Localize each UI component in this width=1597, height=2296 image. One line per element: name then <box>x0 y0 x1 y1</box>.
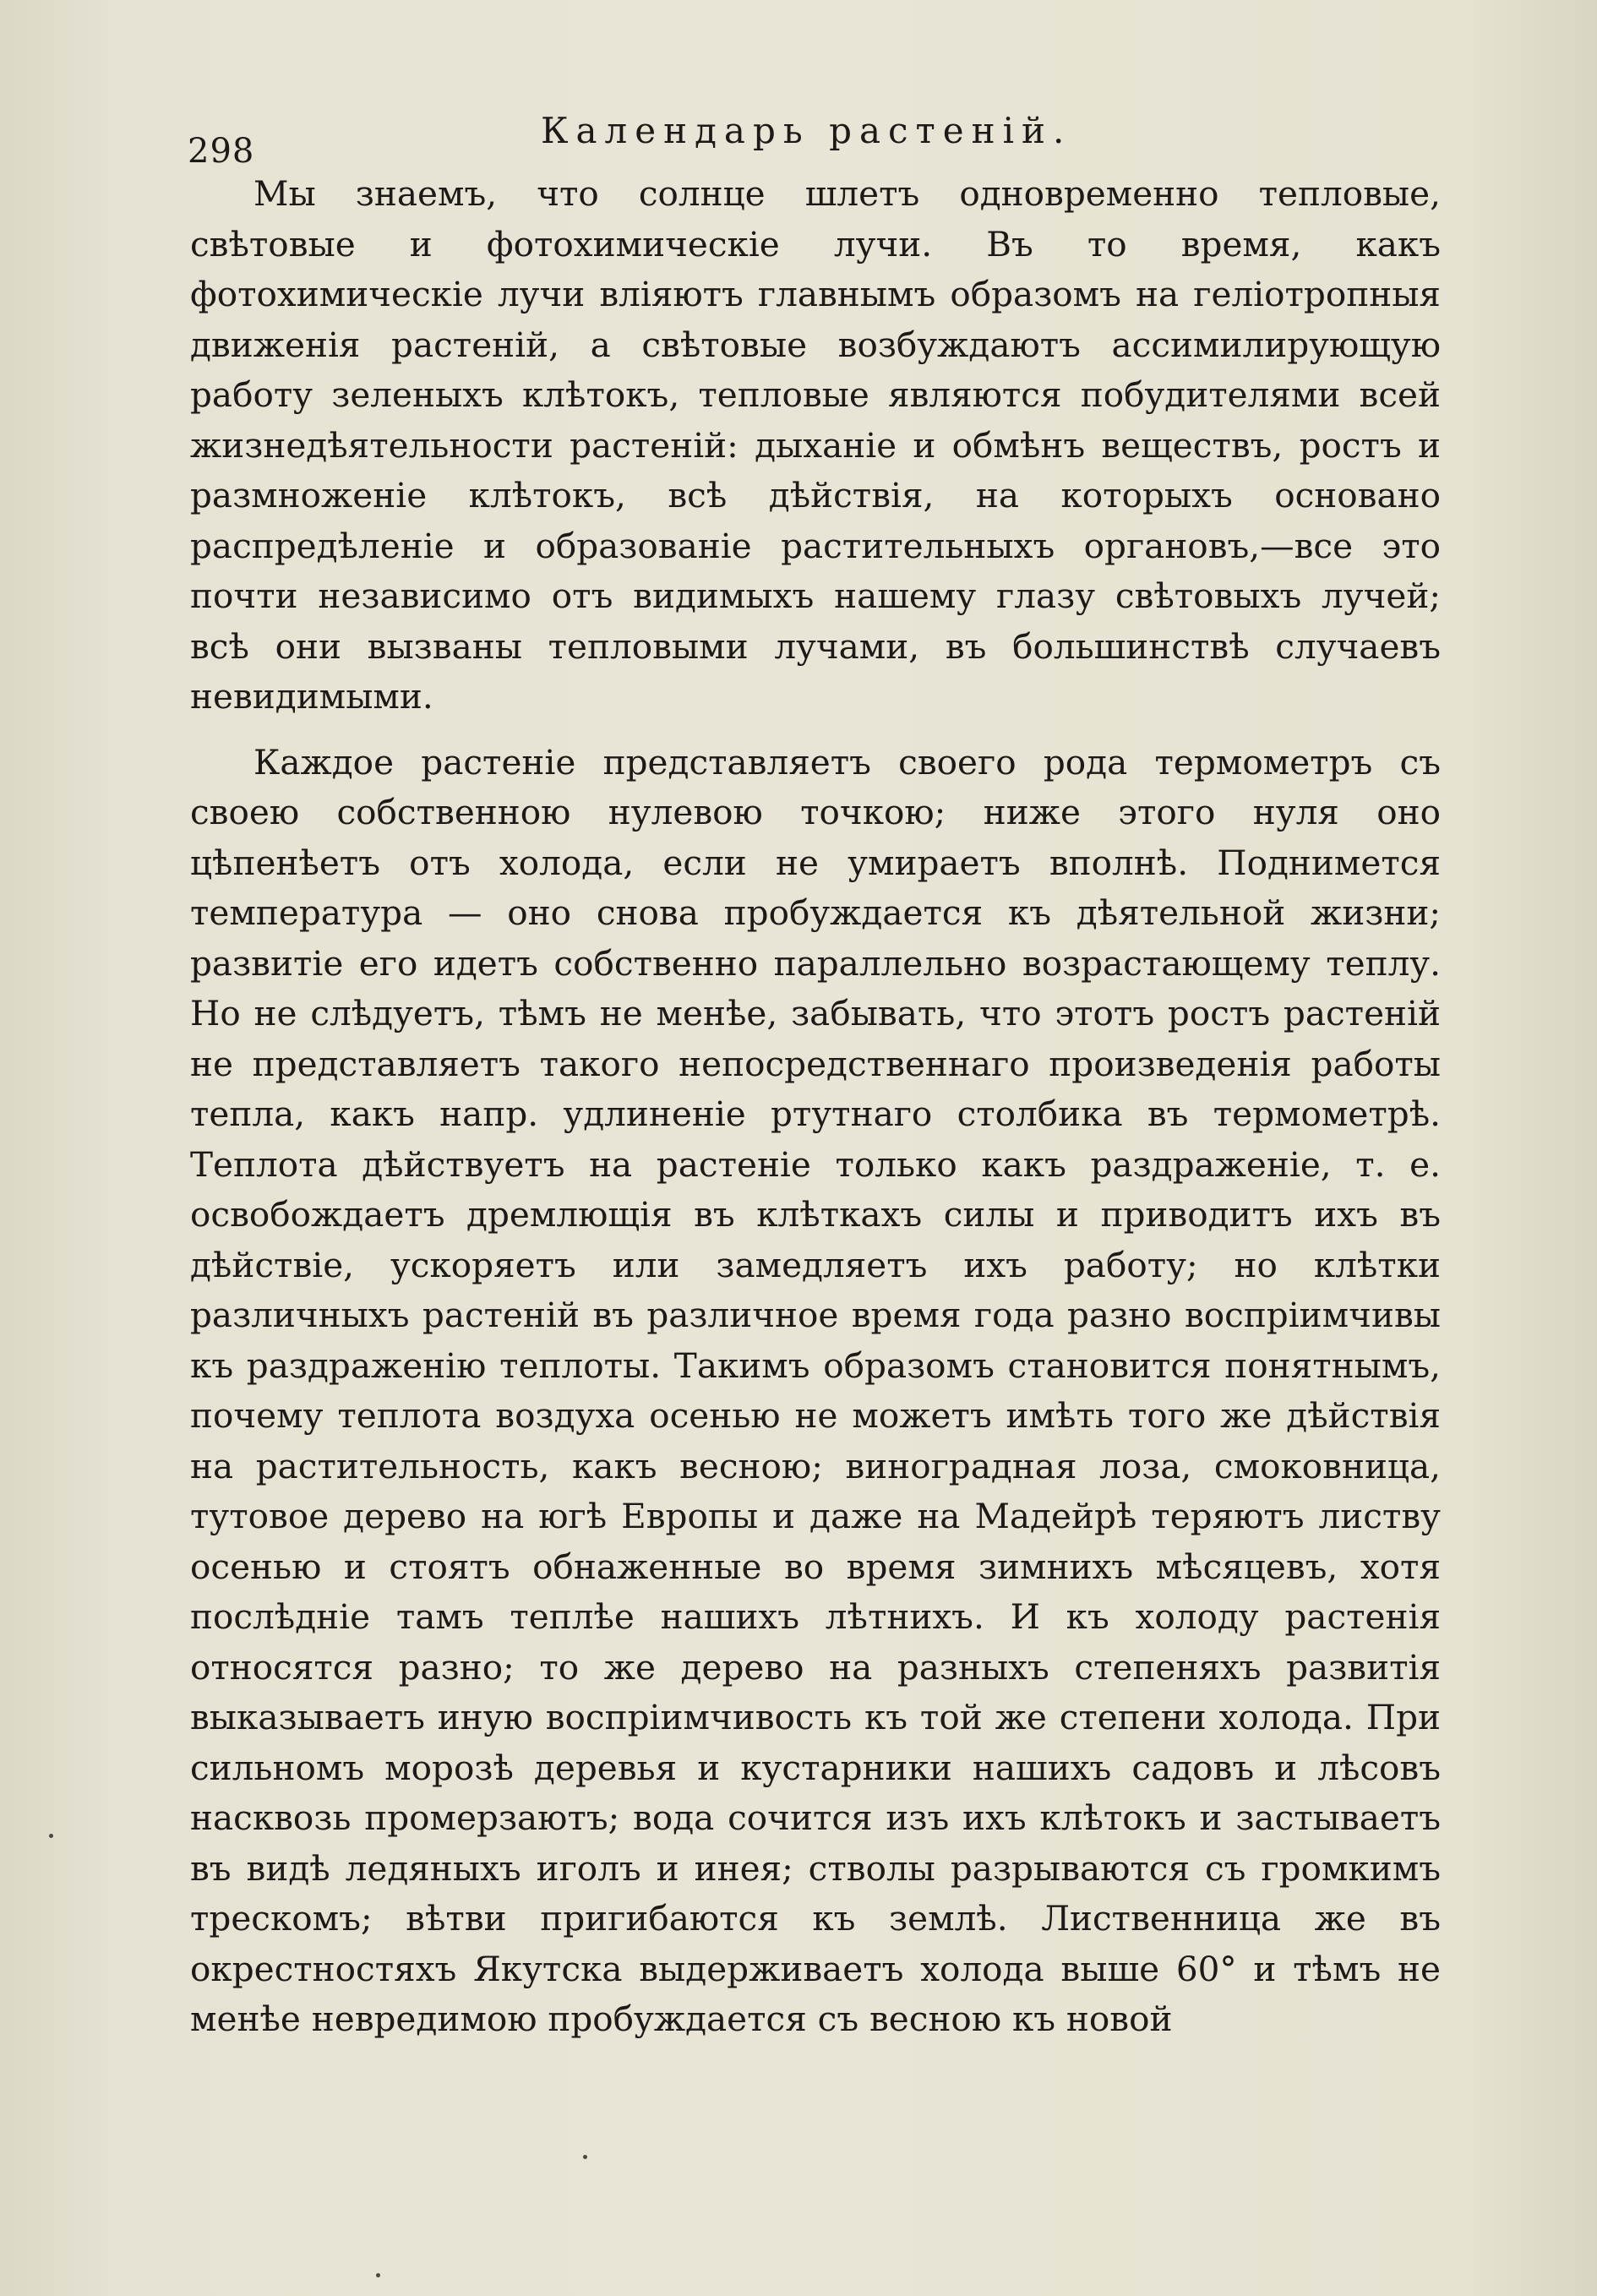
paper-speck <box>583 2155 587 2159</box>
paper-speck <box>49 1834 53 1838</box>
body-text <box>190 169 1441 2045</box>
paper-speck <box>376 2273 380 2277</box>
paragraph-1: Мы знаемъ, что солнце шлетъ одновременно тепловые, свѣтовые и фотохимическіе лучи. Въ то время, какъ фотохимическіе лучи вліяютъ главнымъ образомъ на геліотропныя движенія растеній, а свѣтовые возбуждаютъ ассимилирующую работу зеленыхъ клѣтокъ, тепловые являются побудителями всей жизнедѣятельности растеній: дыханіе и обмѣнъ веществъ, ростъ и размноженіе клѣтокъ, всѣ дѣйствія, на которыхъ основано распредѣленіе и образованіе растительныхъ органовъ,—все это почти независимо отъ видимыхъ нашему глазу свѣтовыхъ лучей; всѣ они вызваны тепловыми лучами, въ большинствѣ случаевъ невидимыми. <box>190 173 1441 717</box>
paragraph-2: Каждое растеніе представляетъ своего рода термометръ съ своею собственною нулевою точкою; ниже этого нуля оно цѣпенѣетъ отъ холода, если не умираетъ вполнѣ. Поднимется температура — оно снова пробуждается къ дѣятельной жизни; развитіе его идетъ собственно параллельно возрастающему теплу. Но не слѣдуетъ, тѣмъ не менѣе, забывать, что этотъ ростъ растеній не представляетъ такого непосредственнаго произведенія работы тепла, какъ напр. удлиненіе ртутнаго столбика въ термометрѣ. Теплота дѣйствуетъ на растеніе только какъ раздраженіе, т. е. освобождаетъ дремлющія въ клѣткахъ силы и приводитъ ихъ въ дѣйствіе, ускоряетъ или замедляетъ ихъ работу; но клѣтки различныхъ растеній въ различное время года разно воспріимчивы къ раздраженію теплоты. Такимъ образомъ становится понятнымъ, почему теплота воздуха осенью не можетъ имѣть того же дѣйствія на растительность, какъ весною; виноградная лоза, смоковница, тутовое дерево на югѣ Европы и даже на Мадейрѣ теряютъ листву осенью и стоятъ обнаженные во время зимнихъ мѣсяцевъ, хотя послѣдніе тамъ теплѣе нашихъ лѣтнихъ. И къ холоду растенія относятся разно; то же дерево на разныхъ степеняхъ развитія выказываетъ иную воспріимчивость къ той же степени холода. При сильномъ морозѣ деревья и кустарники нашихъ садовъ и лѣсовъ насквозь промерзаютъ; вода сочится изъ ихъ клѣтокъ и застываетъ въ видѣ ледяныхъ иголъ и инея; стволы разрываются съ громкимъ трескомъ; вѣтви пригибаются къ землѣ. Лиственница же въ окрестностяхъ Якутска выдерживаетъ холода выше 60° и тѣмъ не менѣе невредимою пробуждается съ весною къ новой <box>190 741 1441 2039</box>
running-head <box>0 100 1597 171</box>
page-number: 298 <box>188 132 255 171</box>
running-title: Календарь растеній. <box>541 110 1072 151</box>
